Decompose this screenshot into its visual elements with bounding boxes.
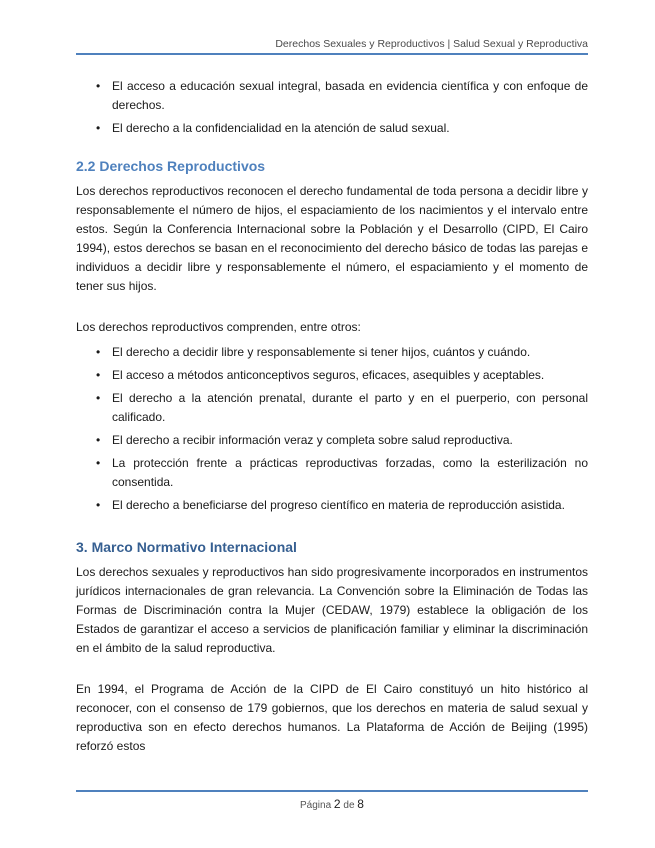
- list-item-text: La protección frente a prácticas reproductivas forzadas, como la esterilización no consentida.: [112, 456, 588, 489]
- paragraph: En 1994, el Programa de Acción de la CIPD de El Cairo constituyó un hito histórico al reconocer, con el consenso de 179 gobiernos, que los derechos en materia de salud sexual y reproductiva son en efecto derechos humanos. La Plataforma de Acción de Beijing (1995) reforzó estos: [76, 682, 588, 753]
- list-item-text: El derecho a la atención prenatal, durante el parto y en el puerperio, con personal calificado.: [112, 391, 588, 424]
- list-item: [76, 454, 588, 492]
- list-item: [76, 119, 588, 138]
- bullet-icon: •: [96, 79, 101, 93]
- list-item: [76, 366, 588, 385]
- top-bullet-list: [76, 77, 588, 138]
- list-item-text: El derecho a decidir libre y responsablemente si tener hijos, cuántos y cuándo.: [112, 345, 531, 359]
- footer-divider: [76, 790, 588, 792]
- section-heading-international-framework: 3. Marco Normativo Internacional: [76, 539, 297, 555]
- list-item: [76, 496, 588, 515]
- list-item-text: El derecho a recibir información veraz y completa sobre salud reproductiva.: [112, 433, 513, 447]
- page-of-label: de: [343, 800, 355, 811]
- list-item-text: El acceso a métodos anticonceptivos seguros, eficaces, asequibles y aceptables.: [112, 368, 545, 382]
- paragraph: Los derechos reproductivos reconocen el derecho fundamental de toda persona a decidir libre y responsablemente el número de hijos, el espaciamiento de los nacimientos y el intervalo entre estos. Según la Conferencia Internacional sobre la Población y el Desarrollo (CIPD, El Cairo 1994), estos derechos se basan en el reconocimiento del derecho básico de todas las parejas e individuos a decidir libre y responsablemente el número, el espaciamiento y el momento de tener sus hijos.: [76, 184, 588, 293]
- header-divider: [76, 53, 588, 55]
- document-body: [76, 77, 588, 756]
- page-header: [76, 38, 588, 50]
- bullet-icon: •: [96, 456, 101, 470]
- list-item-text: El derecho a beneficiarse del progreso científico en materia de reproducción asistida.: [112, 498, 565, 512]
- bullet-icon: •: [96, 121, 101, 135]
- bullet-icon: •: [96, 391, 101, 405]
- spacer: [76, 142, 588, 156]
- header-title: Derechos Sexuales y Reproductivos | Salud Sexual y Reproductiva: [275, 38, 588, 50]
- bullet-icon: •: [96, 345, 101, 359]
- paragraph: Los derechos reproductivos comprenden, entre otros:: [76, 320, 361, 334]
- list-item: [76, 77, 588, 115]
- paragraph: Los derechos sexuales y reproductivos han sido progresivamente incorporados en instrumentos jurídicos internacionales de gran relevancia. La Convención sobre la Eliminación de Todas las Formas de Discriminación contra la Mujer (CEDAW, 1979) establece la obligación de los Estados de garantizar el acceso a servicios de planificación familiar y eliminar la discriminación en el ámbito de la salud reproductiva.: [76, 565, 588, 655]
- list-item: [76, 389, 588, 427]
- bullet-icon: •: [96, 433, 101, 447]
- list-item-text: El acceso a educación sexual integral, basada en evidencia científica y con enfoque de derechos.: [112, 79, 588, 112]
- list-item: [76, 343, 588, 362]
- bullet-icon: •: [96, 368, 101, 382]
- page-footer: [76, 797, 588, 811]
- section-heading-reproductive-rights: 2.2 Derechos Reproductivos: [76, 158, 266, 174]
- page-label: Página: [300, 800, 332, 811]
- spacer: [76, 519, 588, 537]
- page-number: 2: [333, 797, 341, 811]
- bullet-icon: •: [96, 498, 101, 512]
- reproductive-rights-list: [76, 343, 588, 515]
- list-item-text: El derecho a la confidencialidad en la atención de salud sexual.: [112, 121, 450, 135]
- page-total: 8: [357, 797, 364, 811]
- list-item: [76, 431, 588, 450]
